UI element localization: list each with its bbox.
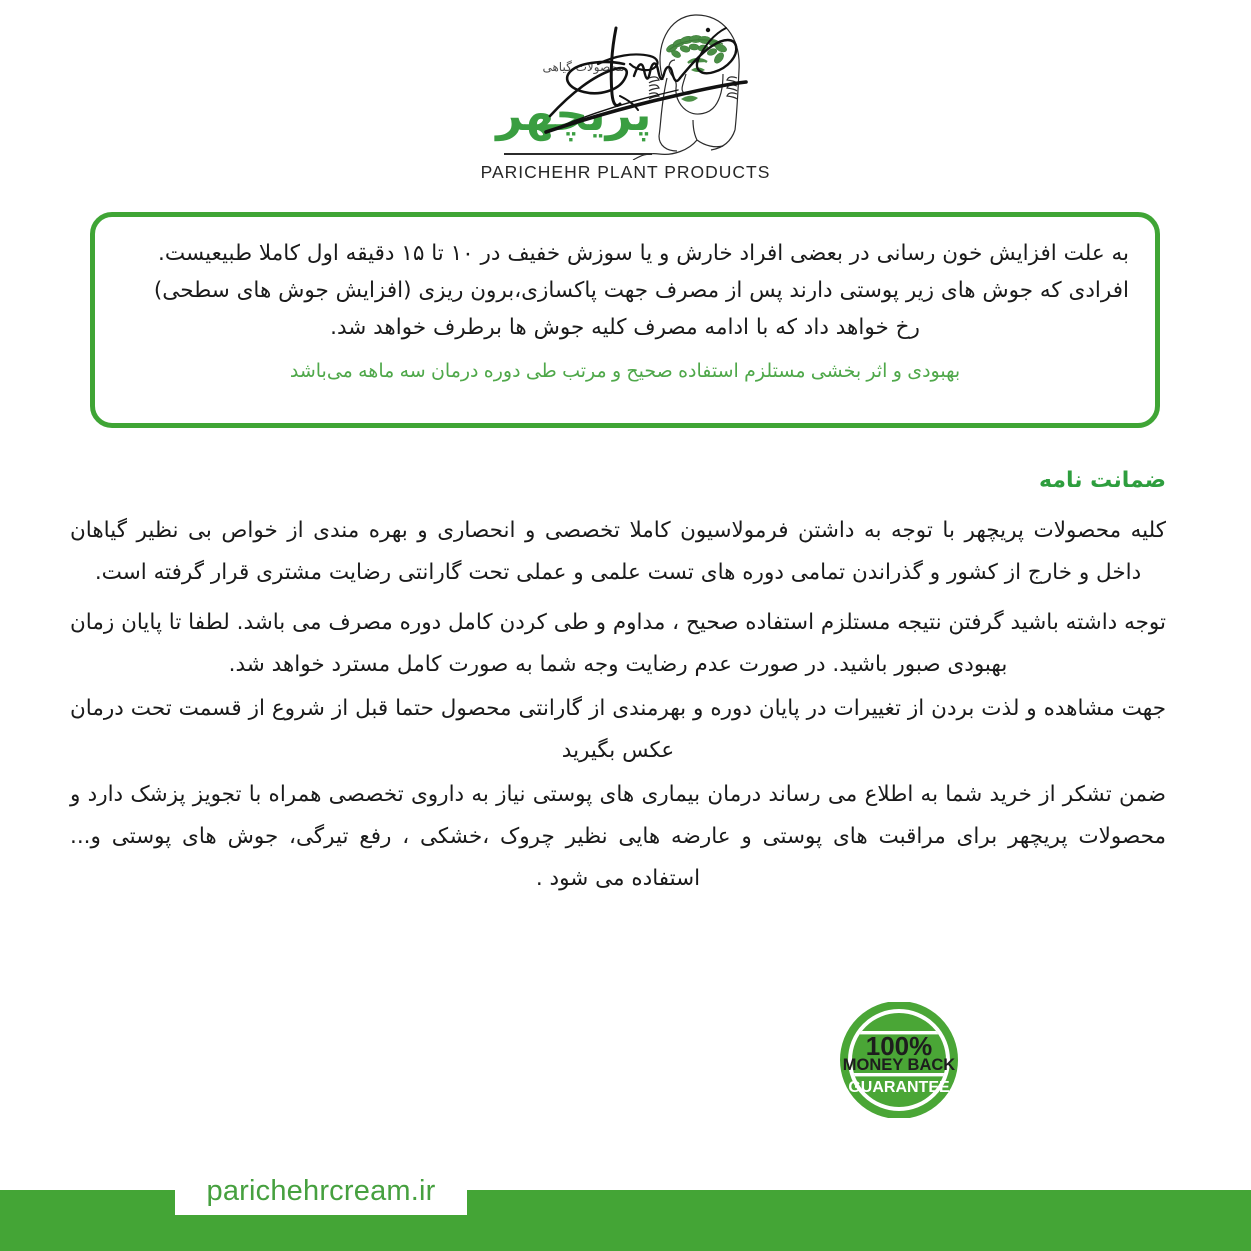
notice-box [90,212,1160,428]
notice-green-note: بهبودی و اثر بخشی مستلزم استفاده صحیح و مرتب طی دوره درمان سه ماهه می‌باشد [289,361,961,382]
page-title: ضمانت نامه [1039,468,1166,493]
guarantee-paragraph-4: ضمن تشکر از خرید شما به اطلاع می رساند درمان بیماری های پوستی نیاز به داروی تخصصی همراه با تجویز پزشک دارد و محصولات پریچهر برای مراقبت های پوستی و عارضه هایی نظیر چروک ،خشکی ، رفع تیرگی، جوش های پوستی و... استفاده می شود . [70,782,1166,891]
notice-line-3: رخ خواهد داد که با ادامه مصرف کلیه جوش ها برطرف خواهد شد. [330,315,920,340]
signature-icon [538,8,758,136]
logo-underline [504,153,652,155]
logo-wordmark: پریچهر [496,87,652,141]
guarantee-paragraph-1: کلیه محصولات پریچهر با توجه به داشتن فرمولاسیون کاملا تخصصی و انحصاری و بهره مندی از خواص بی نظیر گیاهان داخل و خارج از کشور و گذراندن تمامی دوره های تست علمی و عملی تحت گارانتی رضایت مشتری قرار گرفته است. [70,518,1166,585]
website-url[interactable]: parichehrcream.ir [206,1175,436,1207]
badge-guarantee: GUARANTEE [848,1079,950,1096]
footer-url-box[interactable] [175,1168,467,1215]
brand-tagline: PARICHEHR PLANT PRODUCTS [480,162,771,182]
guarantee-paragraph-3: جهت مشاهده و لذت بردن از تغییرات در پایان دوره و بهرمندی از گارانتی محصول حتما قبل از شروع از قسمت تحت درمان عکس بگیرید [70,696,1166,763]
money-back-guarantee-badge [826,1002,972,1118]
guarantee-paragraph-2: توجه داشته باشید گرفتن نتیجه مستلزم استفاده صحیح ، مداوم و طی کردن کامل دوره مصرف می باشد. لطفا تا پایان زمان بهبودی صبور باشید. در صورت عدم رضایت وجه شما به صورت کامل مسترد خواهد شد. [70,610,1166,677]
logo-superscript: محصولات گیاهی [542,60,625,74]
badge-money-back: MONEY BACK [842,1056,956,1074]
notice-line-1: به علت افزایش خون رسانی در بعضی افراد خارش و یا سوزش خفیف در ۱۰ تا ۱۵ دقیقه اول کاملا طبیعیست. [158,241,1129,266]
notice-line-2: افرادی که جوش های زیر پوستی دارند پس از مصرف جهت پاکسازی،برون ریزی (افزایش جوش های سطحی) [153,278,1129,303]
badge-percent: 100% [865,1031,933,1061]
guarantee-section [70,466,1166,908]
